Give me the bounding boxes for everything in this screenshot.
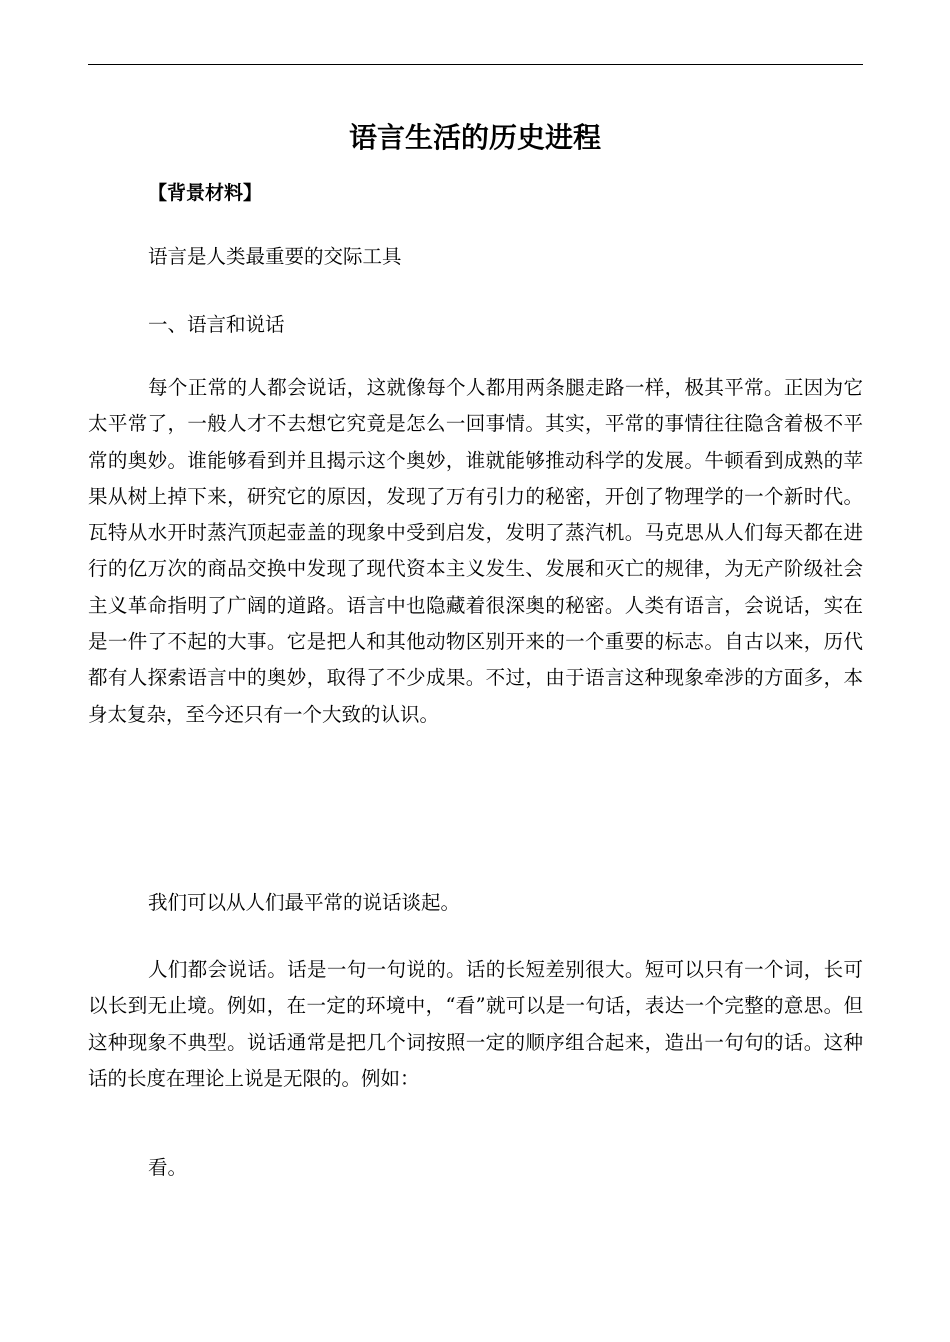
body-paragraph-3: 人们都会说话。话是一句一句说的。话的长短差别很大。短可以只有一个词，长可以长到无止境。例如，在一定的环境中，“看”就可以是一句话，表达一个完整的意思。但这种现象不典型。说话通常是把几个词按照一定的顺序组合起来，造出一句句的话。这种话的长度在理论上说是无限的。例如： — [88, 958, 863, 1090]
section-heading: 一、语言和说话 — [148, 313, 285, 336]
section-label: 【背景材料】 — [148, 182, 263, 204]
body-paragraph-4: 看。 — [148, 1156, 188, 1179]
header-rule — [88, 64, 863, 65]
page-title: 语言生活的历史进程 — [348, 121, 601, 154]
body-paragraph-2: 我们可以从人们最平常的说话谈起。 — [148, 891, 461, 914]
subtitle: 语言是人类最重要的交际工具 — [148, 245, 402, 268]
body-paragraph-1: 每个正常的人都会说话，这就像每个人都用两条腿走路一样，极其平常。正因为它太平常了，一般人才不去想它究竟是怎么一回事情。其实，平常的事情往往隐含着极不平常的奥妙。谁能够看到并且揭示这个奥妙，谁就能够推动科学的发展。牛顿看到成熟的苹果从树上掉下来，研究它的原因，发现了万有引力的秘密，开创了物理学的一个新时代。瓦特从水开时蒸汽顶起壶盖的现象中受到启发，发明了蒸汽机。马克思从人们每天都在进行的亿万次的商品交换中发现了现代资本主义发生、发展和灭亡的规律，为无产阶级社会主义革命指明了广阔的道路。语言中也隐藏着很深奥的秘密。人类有语言，会说话，实在是一件了不起的大事。它是把人和其他动物区别开来的一个重要的标志。自古以来，历代都有人探索语言中的奥妙，取得了不少成果。不过，由于语言这种现象牵涉的方面多，本身太复杂，至今还只有一个大致的认识。 — [88, 376, 863, 726]
